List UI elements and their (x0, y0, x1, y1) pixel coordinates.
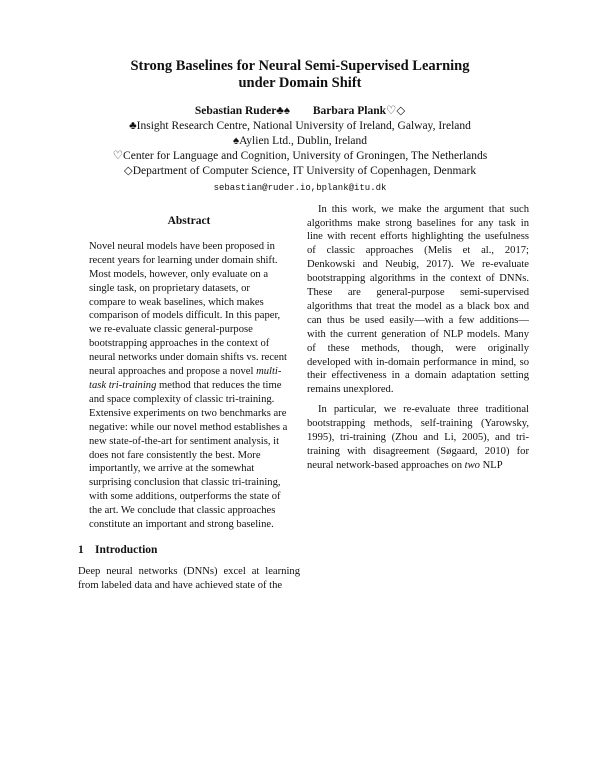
affiliation-groningen: ♡Center for Language and Cognition, University of Groningen, The Netherlands (112, 150, 488, 162)
author-plank: Barbara Plank♡◇ (312, 105, 406, 117)
abstract-text (78, 240, 300, 532)
right-column (307, 203, 529, 762)
intro-paragraph-3-end: NLP (479, 459, 503, 471)
section-introduction-heading (78, 544, 300, 558)
intro-paragraph-continued (307, 196, 529, 197)
author-block (60, 104, 540, 196)
right-column-flow (307, 196, 529, 473)
intro-paragraph-start: Deep neural networks (DNNs) excel at learning from labeled data and have achieved state of the (78, 565, 300, 591)
intro-paragraph-3-start: In particular, we re-evaluate three traditional bootstrapping methods, self-training (Yarowsky, 1995), tri-training (Zhou and Li, 2005), and tri-training with disagreement (Søgaard, 2010) for neural network-based approaches on (307, 404, 529, 471)
author-names (60, 104, 540, 119)
left-column (78, 215, 300, 593)
abstract-heading: Abstract (167, 215, 211, 227)
right-column-clip (307, 196, 529, 762)
affiliation-aylien: ♠Aylien Ltd., Dublin, Ireland (232, 135, 368, 147)
paper-title (90, 58, 510, 92)
affiliation-itu: ◇Department of Computer Science, IT University of Copenhagen, Denmark (123, 165, 477, 177)
section-title: Introduction (95, 543, 158, 556)
author-emails: sebastian@ruder.io,bplank@itu.dk (213, 183, 387, 193)
section-number: 1 (78, 543, 84, 556)
intro-paragraph-3 (307, 403, 529, 473)
author-ruder: Sebastian Ruder♣♠ (194, 105, 290, 117)
affiliation-insight: ♣Insight Research Centre, National University of Ireland, Galway, Ireland (129, 120, 471, 132)
abstract-method-name: multi-task tri-training (89, 366, 282, 391)
abstract-text-end: method that reduces the time and space complexity of classic tri-training. Extensive experiments on two benchmarks are negative: while our novel method establishes a new state-of-the-art for sentiment analysis, it does not fare consistently the best. More importantly, we arrive at the somewhat surprising conclusion that classic tri-training, with some additions, outperforms the state of the art. We conclude that classic approaches constitute an important and strong baseline. (89, 379, 288, 531)
intro-paragraph-2: In this work, we make the argument that such algorithms make strong baselines for any task in line with recent efforts highlighting the usefulness of classic approaches (Melis et al., 2017; Denkowski and Neubig, 2017). We re-evaluate bootstrapping algorithms in the context of DNNs. These are general-purpose semi-supervised algorithms that treat the model as a black box and can thus be used easily—with a few additions—with the current generation of NLP models. Many of these methods, though, were originally developed with in-domain performance in mind, so their effectiveness in a domain adaptation setting remains unexplored. (307, 203, 529, 396)
intro-paragraph-3-emphasis: two (464, 459, 480, 471)
title-line-2: under Domain Shift (238, 75, 362, 91)
abstract-text-start: Novel neural models have been proposed in recent years for learning under domain shift. Most models, however, only evaluate on a single task, on proprietary datasets, or compare to weak baselines, which makes comparison of models difficult. In this paper, we re-evaluate classic general-purpose bootstrapping approaches in the context of neural networks under domain shifts vs. recent neural approaches and propose a novel (89, 240, 287, 378)
title-line-1: Strong Baselines for Neural Semi-Supervised Learning (130, 58, 470, 74)
